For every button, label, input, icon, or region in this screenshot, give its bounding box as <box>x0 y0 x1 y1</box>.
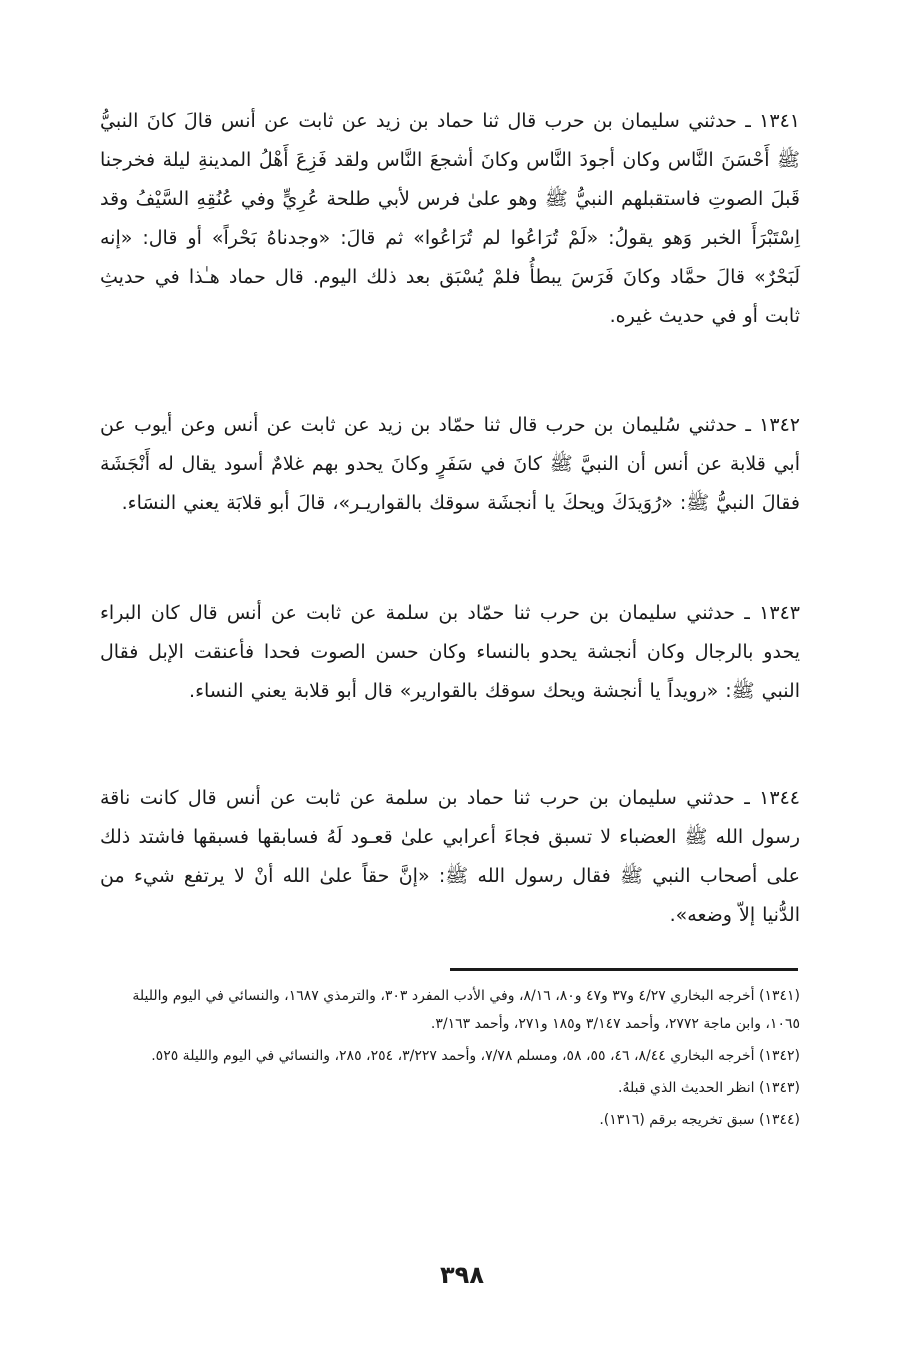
footnote-separator <box>450 968 798 971</box>
footnote-1344: (١٣٤٤) سبق تخريجه برقم (١٣١٦). <box>599 1112 800 1128</box>
hadith-1341: ١٣٤١ ـ حدثني سليمان بن حرب قال ثنا حماد بن زيد عن ثابت عن أنس قالَ كانَ النبيُّ ﷺ أَحْسَنَ النَّاس وكان أجودَ النَّاس وكانَ أشجعَ النَّاس ولقد فَزِعَ أَهْلُ المدينةِ ليلة فخرجنا قَبلَ الصوتِ فاستقبلهم النبيُّ ﷺ وهو علىٰ فرس لأبي طلحة عُرِيٍّ وفي عُنُقِهِ السَّيْفُ وقد اِسْتَبْرَأَ الخبر وَهو يقولُ: «لَمْ تُرَاعُوا لم تُرَاعُوا» ثم قالَ: «وجدناهُ بَحْراً» أو قال: «إنه لَبَحْرٌ» قالَ حمَّاد وكانَ فَرَسَ يبطأُ فلمْ يُسْبَق بعد ذلك اليوم. قال حماد هـٰذا في حديثِ ثابت أو في حديث غيره. <box>100 110 800 327</box>
hadith-1344: ١٣٤٤ ـ حدثني سليمان بن حرب ثنا حماد بن سلمة عن ثابت عن أنس قال كانت ناقة رسول الله ﷺ العضباء لا تسبق فجاءَ أعرابي علىٰ قعـود لَهُ فسابقها فسبقها فاشتد ذلك على أصحاب النبي ﷺ فقال رسول الله ﷺ: «إنَّ حقاً علىٰ الله أنْ لا يرتفع شيء من الدُّنيا إلاّ وضعه». <box>100 787 800 926</box>
hadith-1343: ١٣٤٣ ـ حدثني سليمان بن حرب ثنا حمّاد بن سلمة عن ثابت عن أنس قال كان البراء يحدو بالرجال وكان أنجشة يحدو بالنساء وكان حسن الصوت فحدا فأعنقت الإبل فقال النبي ﷺ: «رويداً يا أنجشة ويحك سوقك بالقوارير» قال أبو قلابة يعني النساء. <box>100 602 800 702</box>
hadith-1342: ١٣٤٢ ـ حدثني سُليمان بن حرب قال ثنا حمّاد بن زيد عن ثابت عن أنس وعن أيوب عن أبي قلابة عن أنس أن النبيَّ ﷺ كانَ في سَفَرٍ وكانَ يحدو بهم غلامٌ أسود يقال له أَنْجَشَة فقالَ النبيُّ ﷺ: «رُوَيدَكَ ويحكَ يا أنجشَة سوقك بالقواريـر»، قالَ أبو قلابَة يعني النسَاء. <box>100 414 800 514</box>
page-number: ٣٩٨ <box>440 1261 484 1289</box>
footnotes <box>100 982 800 1138</box>
footnote-1342: (١٣٤٢) أخرجه البخاري ٨/٤٤، ٤٦، ٥٥، ٥٨، ومسلم ٧/٧٨، وأحمد ٣/٢٢٧، ٢٥٤، ٢٨٥، والنسائي في اليوم والليلة ٥٢٥. <box>151 1048 800 1064</box>
footnote-1343: (١٣٤٣) انظر الحديث الذي قبلهُ. <box>618 1080 800 1096</box>
footnote-1341: (١٣٤١) أخرجه البخاري ٤/٢٧ و٣٧ و٤٧ و٨٠، ٨/١٦، وفي الأدب المفرد ٣٠٣، والترمذي ١٦٨٧، والنسائي في اليوم والليلة ١٠٦٥، وابن ماجة ٢٧٧٢، وأحمد ٣/١٤٧ و١٨٥ و٢٧١، وأحمد ٣/١٦٣. <box>132 988 800 1032</box>
